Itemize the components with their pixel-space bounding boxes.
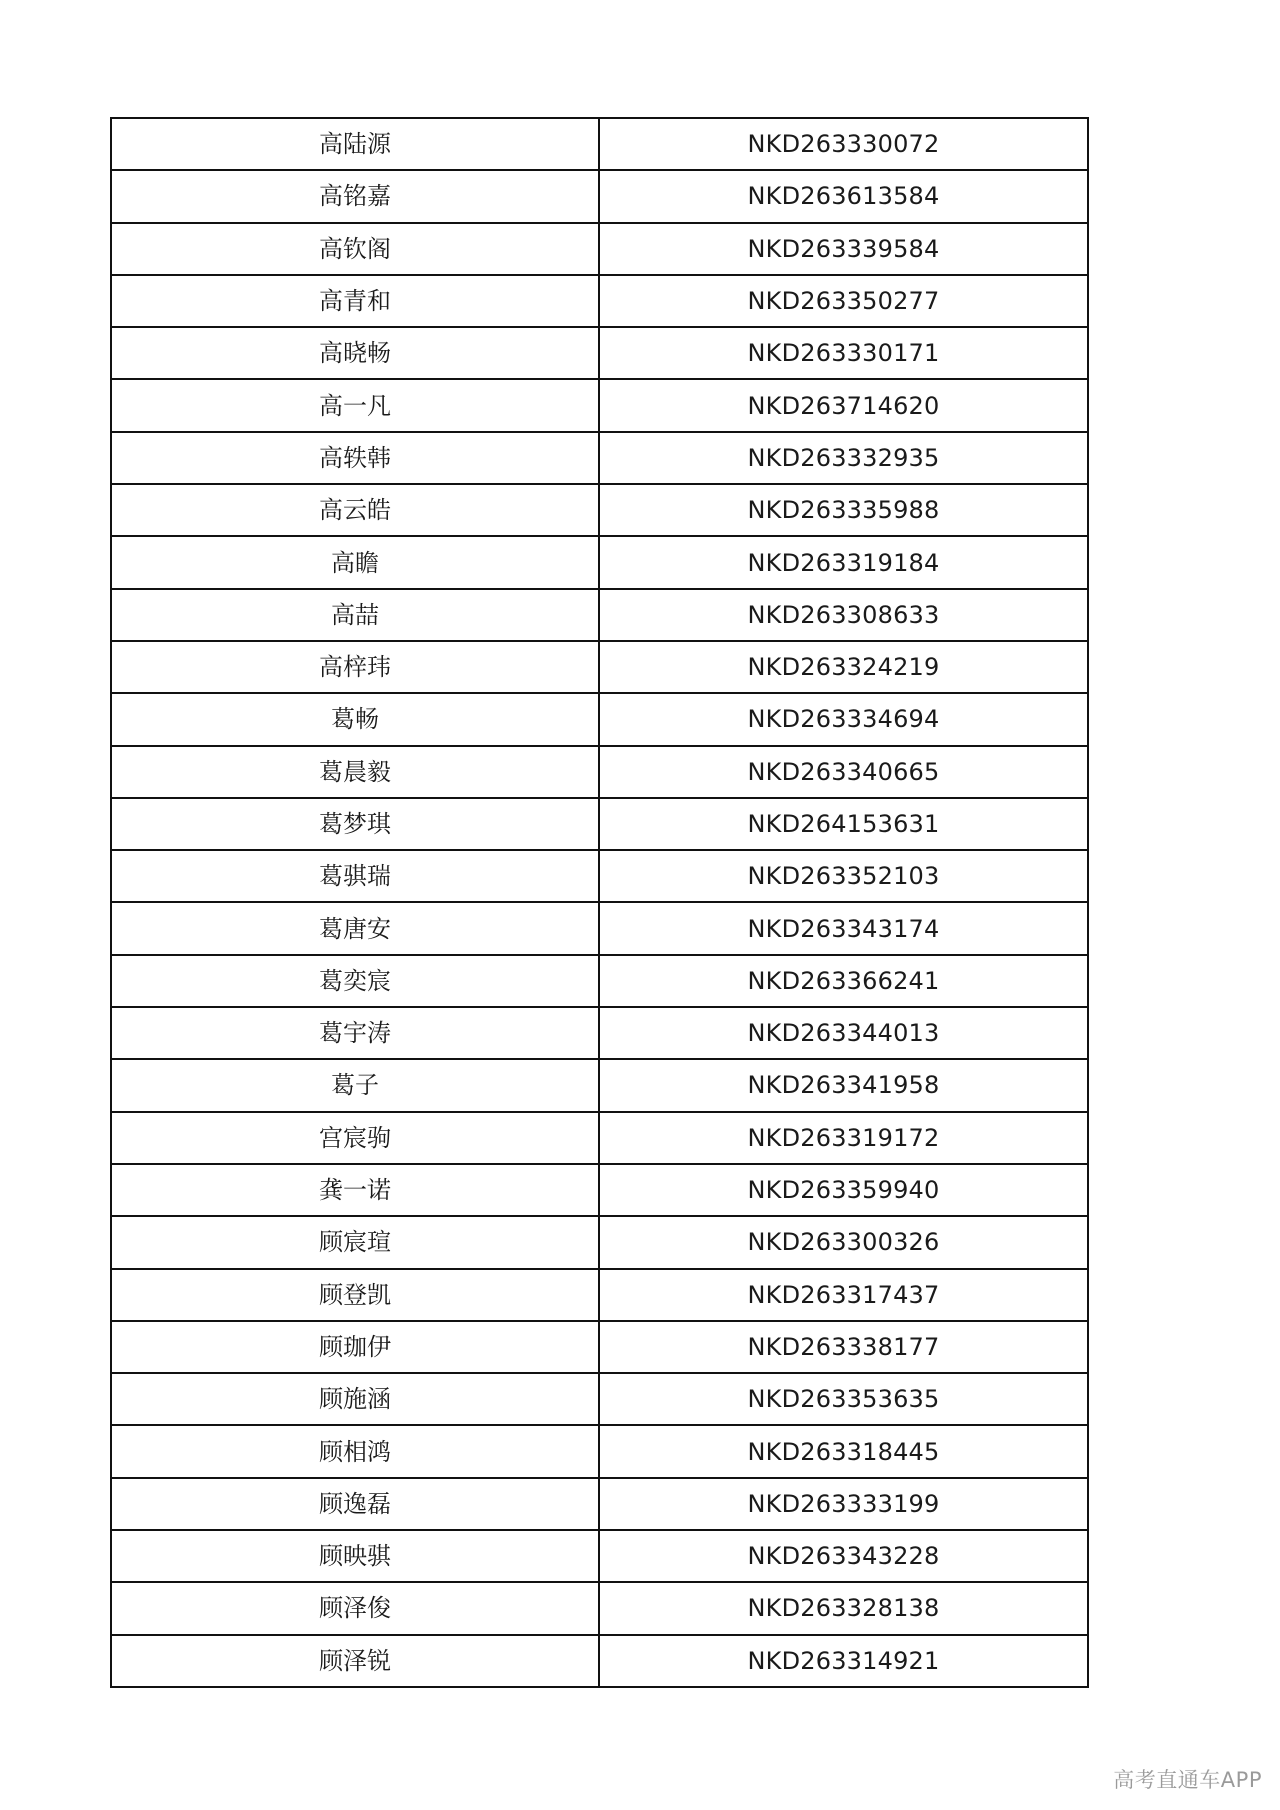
table-row [111,275,1088,327]
student-name-cell: 葛梦琪 [111,798,599,850]
student-name-cell: 顾登凯 [111,1269,599,1321]
registration-id-cell: NKD263338177 [599,1321,1088,1373]
registration-id-cell: NKD263308633 [599,589,1088,641]
table-row [111,170,1088,222]
table-row [111,850,1088,902]
registration-id-cell: NKD263333199 [599,1478,1088,1530]
student-name-cell: 高轶韩 [111,432,599,484]
table-row [111,1530,1088,1582]
student-name-cell: 高钦阁 [111,223,599,275]
student-name-cell: 高喆 [111,589,599,641]
table-row [111,1007,1088,1059]
registration-id-cell: NKD263330072 [599,118,1088,170]
student-name-cell: 葛晨毅 [111,746,599,798]
registration-id-cell: NKD263343228 [599,1530,1088,1582]
app-watermark: 高考直通车APP [1113,1768,1262,1792]
student-name-cell: 顾施涵 [111,1373,599,1425]
table-row [111,1216,1088,1268]
table-row [111,641,1088,693]
table-row [111,1582,1088,1634]
registration-id-cell: NKD263317437 [599,1269,1088,1321]
student-name-cell: 葛宇涛 [111,1007,599,1059]
registration-id-cell: NKD263334694 [599,693,1088,745]
registration-id-cell: NKD263350277 [599,275,1088,327]
table-row [111,1321,1088,1373]
registration-id-cell: NKD263343174 [599,902,1088,954]
table-row [111,746,1088,798]
registration-id-cell: NKD263328138 [599,1582,1088,1634]
table-row [111,1059,1088,1111]
table-row [111,432,1088,484]
table-row [111,536,1088,588]
registration-id-cell: NKD263324219 [599,641,1088,693]
student-name-cell: 高铭嘉 [111,170,599,222]
table-row [111,1112,1088,1164]
registration-id-cell: NKD263359940 [599,1164,1088,1216]
student-name-cell: 顾相鸿 [111,1425,599,1477]
student-name-cell: 葛子 [111,1059,599,1111]
table-row [111,484,1088,536]
registration-id-cell: NKD263318445 [599,1425,1088,1477]
student-name-cell: 高瞻 [111,536,599,588]
student-name-cell: 高陆源 [111,118,599,170]
table-row [111,1269,1088,1321]
table-row [111,1635,1088,1687]
table-row [111,1164,1088,1216]
student-name-cell: 高梓玮 [111,641,599,693]
registration-id-cell: NKD263341958 [599,1059,1088,1111]
student-name-cell: 顾泽锐 [111,1635,599,1687]
registration-id-cell: NKD263335988 [599,484,1088,536]
registration-id-cell: NKD263714620 [599,379,1088,431]
registration-id-cell: NKD263344013 [599,1007,1088,1059]
table-row [111,798,1088,850]
registration-id-cell: NKD264153631 [599,798,1088,850]
table-row [111,1373,1088,1425]
student-name-cell: 顾珈伊 [111,1321,599,1373]
table-row [111,379,1088,431]
table-row [111,223,1088,275]
student-name-cell: 高晓畅 [111,327,599,379]
student-name-cell: 顾泽俊 [111,1582,599,1634]
registration-id-cell: NKD263352103 [599,850,1088,902]
registration-id-cell: NKD263332935 [599,432,1088,484]
table-row [111,1425,1088,1477]
registration-id-cell: NKD263340665 [599,746,1088,798]
student-name-cell: 葛唐安 [111,902,599,954]
registration-id-cell: NKD263366241 [599,955,1088,1007]
student-name-cell: 高青和 [111,275,599,327]
registration-id-cell: NKD263353635 [599,1373,1088,1425]
registration-id-cell: NKD263330171 [599,327,1088,379]
registration-id-cell: NKD263319172 [599,1112,1088,1164]
table-row [111,902,1088,954]
student-name-cell: 顾宸瑄 [111,1216,599,1268]
roster-table-body [111,118,1088,1687]
student-name-cell: 高云皓 [111,484,599,536]
table-row [111,327,1088,379]
table-row [111,693,1088,745]
table-row [111,118,1088,170]
student-name-cell: 高一凡 [111,379,599,431]
student-name-cell: 宫宸驹 [111,1112,599,1164]
table-row [111,955,1088,1007]
registration-id-cell: NKD263314921 [599,1635,1088,1687]
student-name-cell: 龚一诺 [111,1164,599,1216]
registration-id-cell: NKD263339584 [599,223,1088,275]
student-name-cell: 葛骐瑞 [111,850,599,902]
registration-id-cell: NKD263300326 [599,1216,1088,1268]
registration-id-cell: NKD263319184 [599,536,1088,588]
student-name-cell: 葛奕宸 [111,955,599,1007]
student-name-cell: 顾逸磊 [111,1478,599,1530]
student-name-cell: 葛畅 [111,693,599,745]
student-name-cell: 顾映骐 [111,1530,599,1582]
registration-id-cell: NKD263613584 [599,170,1088,222]
table-row [111,1478,1088,1530]
table-row [111,589,1088,641]
roster-table [110,117,1089,1688]
